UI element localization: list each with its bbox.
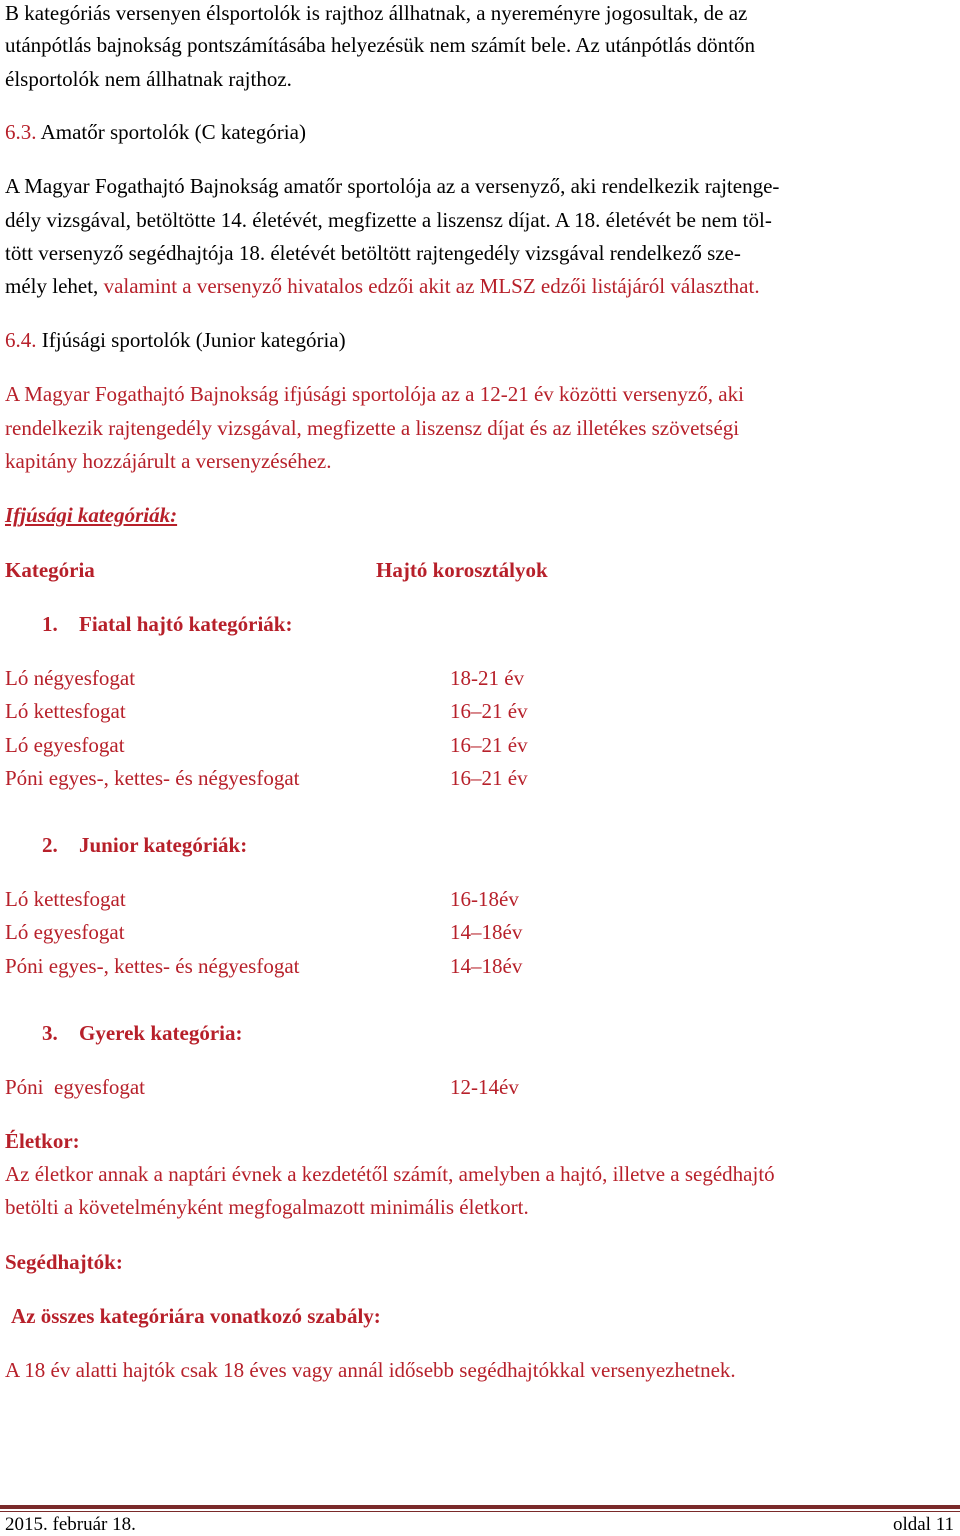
row-category: Ló kettesfogat (5, 699, 126, 723)
row-ages: 16–21 év (450, 733, 528, 757)
table-row (0, 728, 960, 762)
section-number: 6.3. (5, 120, 37, 144)
assistant-drivers-heading: Segédhajtók: (5, 1250, 123, 1274)
table-row (0, 1070, 960, 1104)
rule-text: A 18 év alatti hajtók csak 18 éves vagy annál idősebb segédhajtókkal versenyezhetnek. (5, 1358, 736, 1382)
section-title: Ifjúsági sportolók (Junior kategória) (36, 328, 346, 352)
intro-line-1: B kategóriás versenyen élsportolók is rajthoz állhatnak, a nyereményre jogosultak, de az (5, 1, 748, 25)
line-black-part: mély lehet, (5, 274, 104, 298)
section-title: Amatőr sportolók (C kategória) (36, 120, 306, 144)
intro-line-3: élsportolók nem állhatnak rajthoz. (5, 67, 292, 91)
group-heading-3 (42, 1016, 243, 1050)
row-category: Póni egyesfogat (5, 1075, 145, 1099)
row-ages: 16–21 év (450, 766, 528, 790)
ages-column-header: Hajtó korosztályok (376, 558, 548, 582)
table-row (0, 915, 960, 949)
age-line-1: Az életkor annak a naptári évnek a kezdetétől számít, amelyben a hajtó, illetve a segédhajtó (5, 1162, 775, 1186)
section-6-3-heading (5, 115, 306, 149)
age-line-2: betölti a követelményként megfogalmazott minimális életkort. (5, 1195, 529, 1219)
table-row (0, 661, 960, 695)
row-category: Póni egyes-, kettes- és négyesfogat (5, 766, 300, 790)
category-column-header: Kategória (5, 558, 95, 582)
row-ages: 16-18év (450, 887, 519, 911)
section-6-3-line-2: dély vizsgával, betöltötte 14. életévét, megfizette a liszensz díjat. A 18. életévét be nem töl- (5, 208, 772, 232)
table-row (0, 949, 960, 983)
row-category: Ló négyesfogat (5, 666, 136, 690)
group-title: Gyerek kategória: (79, 1021, 243, 1045)
group-title: Fiatal hajtó kategóriák: (79, 612, 293, 636)
group-heading-2 (42, 828, 248, 862)
group-number: 3. (42, 1021, 58, 1045)
section-6-4-line-1: A Magyar Fogathajtó Bajnokság ifjúsági sportolója az a 12-21 év közötti versenyző, aki (5, 382, 744, 406)
line-red-part: valamint a versenyző hivatalos edzői akit az MLSZ edzői listájáról választhat. (103, 274, 760, 298)
row-category: Ló egyesfogat (5, 920, 125, 944)
row-ages: 16–21 év (450, 699, 528, 723)
row-ages: 12-14év (450, 1075, 519, 1099)
group-number: 2. (42, 833, 58, 857)
row-category: Póni egyes-, kettes- és négyesfogat (5, 954, 300, 978)
row-ages: 18-21 év (450, 666, 525, 690)
rule-heading: Az összes kategóriára vonatkozó szabály: (11, 1304, 381, 1328)
section-6-4-line-2: rendelkezik rajtengedély vizsgával, megfizette a liszensz díjat és az illetékes szövetségi (5, 416, 740, 440)
group-heading-1 (42, 607, 293, 641)
row-category: Ló kettesfogat (5, 887, 126, 911)
section-6-4-heading (5, 323, 346, 357)
table-row (0, 761, 960, 795)
table-row (0, 882, 960, 916)
section-6-3-line-4 (5, 269, 760, 303)
intro-line-2: utánpótlás bajnokság pontszámításába helyezésük nem számít bele. Az utánpótlás döntőn (5, 33, 755, 57)
group-number: 1. (42, 612, 58, 636)
age-heading: Életkor: (5, 1129, 80, 1153)
youth-categories-heading: Ifjúsági kategóriák: (5, 503, 178, 527)
group-title: Junior kategóriák: (79, 833, 248, 857)
footer-rule-thick (0, 1505, 960, 1509)
section-6-3-line-1: A Magyar Fogathajtó Bajnokság amatőr sportolója az a versenyző, aki rendelkezik rajtenge- (5, 174, 780, 198)
footer-page-number: oldal 11 (892, 1514, 954, 1535)
section-number: 6.4. (5, 328, 37, 352)
table-row (0, 694, 960, 728)
footer-rule-thin (0, 1511, 960, 1512)
footer-date: 2015. február 18. (5, 1514, 136, 1535)
section-6-3-line-3: tött versenyző segédhajtója 18. életévét betöltött rajtengedély vizsgával rendelkező sze- (5, 241, 741, 265)
row-category: Ló egyesfogat (5, 733, 125, 757)
row-ages: 14–18év (450, 954, 523, 978)
row-ages: 14–18év (450, 920, 523, 944)
section-6-4-line-3: kapitány hozzájárult a versenyzéséhez. (5, 449, 332, 473)
